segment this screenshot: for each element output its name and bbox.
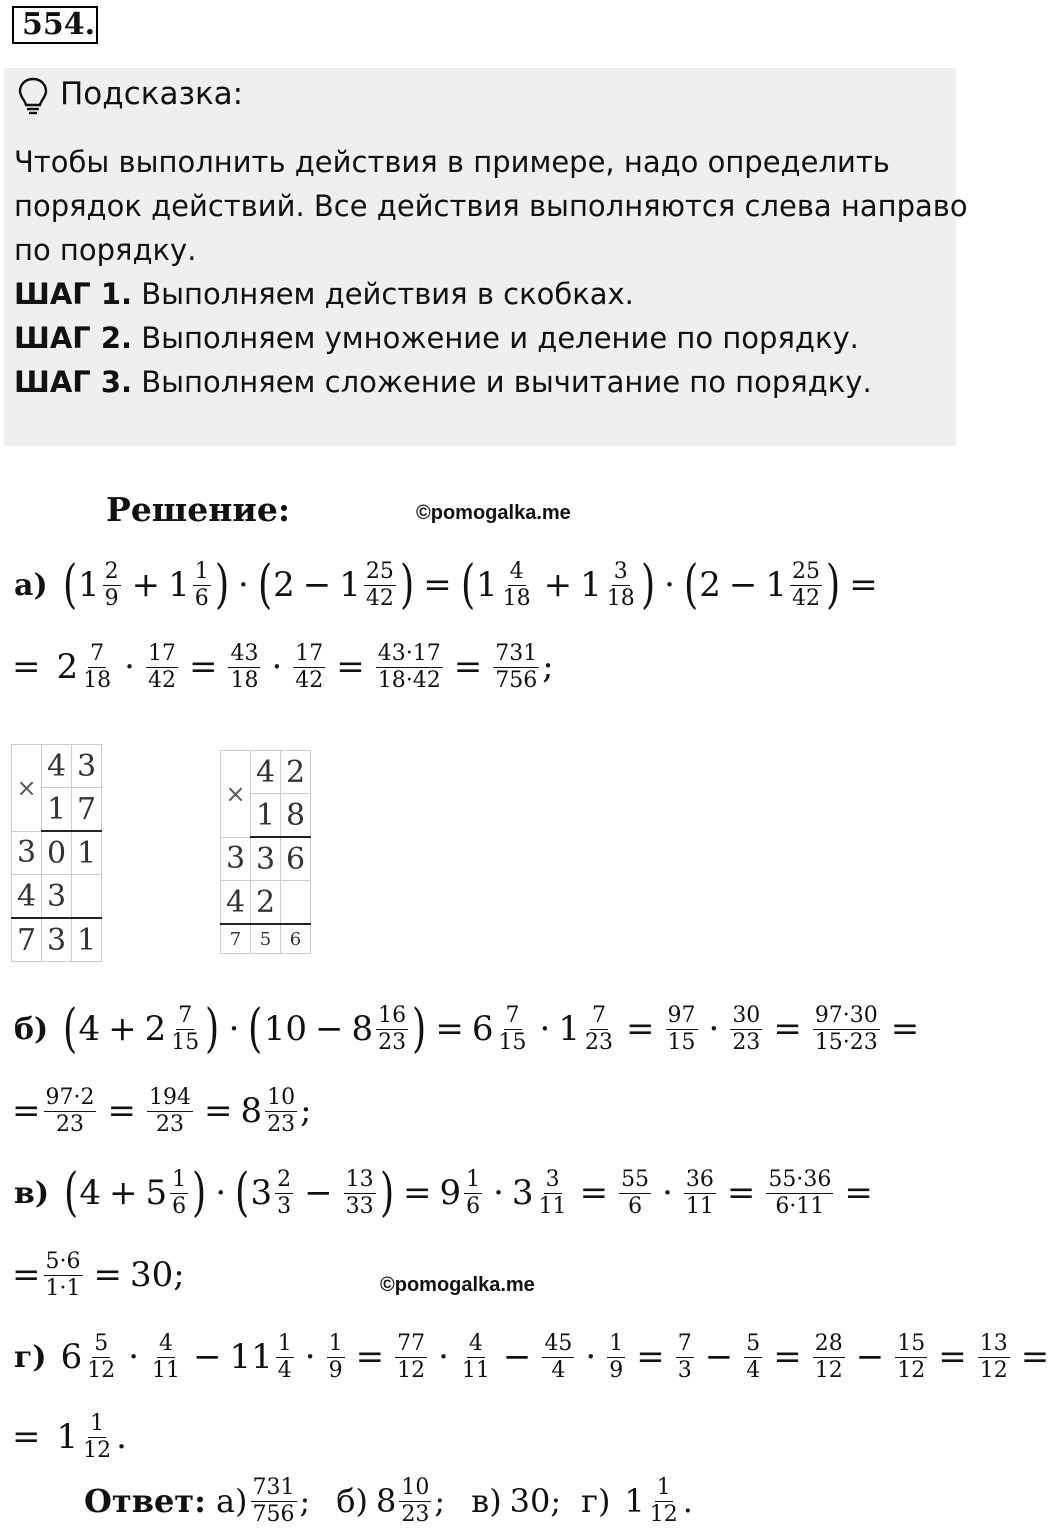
solution-g-line-2: = 1 $\frac{1}{12}$ . bbox=[12, 1411, 127, 1463]
grid-cell: 1 bbox=[42, 788, 72, 832]
watermark-2: ©pomogalka.me bbox=[380, 1274, 535, 1296]
times-sign: × bbox=[221, 751, 251, 838]
answer-g-label: г) bbox=[581, 1482, 611, 1520]
lightbulb-icon bbox=[16, 76, 50, 116]
solution-a-line-1: а) ( 1 $\frac{2}{9}$ + 1 $\frac{1}{6}$ ) · ( 2 − 1 $\frac{25}{42}$ ) = ( 1 $\frac{4}{18}$ + 1 $\frac{3}{18}$ ) · ( 2 − 1 $\frac{25}{42}$ ) = bbox=[14, 555, 878, 615]
grid-cell: 7 bbox=[72, 788, 102, 832]
solution-title: Решение: bbox=[106, 490, 291, 529]
watermark: ©pomogalka.me bbox=[416, 502, 571, 524]
grid-cell bbox=[72, 875, 102, 919]
grid-cell: 1 bbox=[251, 794, 281, 838]
times-sign: × bbox=[12, 745, 42, 832]
grid-cell: 2 bbox=[281, 751, 311, 794]
step-text: Выполняем действия в скобках. bbox=[132, 277, 634, 311]
hint-title: Подсказка: bbox=[60, 76, 244, 112]
grid-cell: 4 bbox=[221, 881, 251, 925]
step-text: Выполняем сложение и вычитание по порядку. bbox=[132, 365, 872, 399]
label-g: г) bbox=[14, 1339, 47, 1375]
hint-step-2 bbox=[14, 316, 859, 360]
step-label: ШАГ 1. bbox=[14, 277, 133, 311]
solution-b-line-1: б) ( 4 + 2 $\frac{7}{15}$ ) · ( 10 − 8 $\frac{16}{23}$ ) = 6 $\frac{7}{15}$ · 1 $\frac{7}{23}$ = $\frac{97}{15}$ · $\frac{30}{23}$ = $\frac{97\cdot 30}{15\cdot 23}$ = bbox=[14, 999, 920, 1059]
grid-cell: 4 bbox=[12, 875, 42, 919]
answer-b-label: б) bbox=[336, 1482, 369, 1520]
step-label: ШАГ 3. bbox=[14, 365, 133, 399]
answer-line: Ответ: а) $\frac{731}{756}$ ; б) 8 $\frac{10}{23}$ ; в) 30; г) 1 $\frac{1}{12}$ . bbox=[84, 1475, 693, 1527]
grid-cell: 3 bbox=[221, 837, 251, 881]
hint-step-3 bbox=[14, 360, 872, 404]
grid-cell: 3 bbox=[42, 918, 72, 962]
answer-v-value: 30; bbox=[509, 1482, 562, 1520]
label-a: а) bbox=[14, 567, 48, 603]
label-b: б) bbox=[14, 1011, 49, 1047]
grid-cell: 4 bbox=[42, 745, 72, 788]
grid-cell: 7 bbox=[12, 918, 42, 962]
hint-line-3: по порядку. bbox=[14, 233, 197, 267]
step-label: ШАГ 2. bbox=[14, 321, 133, 355]
grid-cell bbox=[281, 881, 311, 925]
multiplication-grid-43x17 bbox=[11, 744, 102, 962]
grid-cell: 6 bbox=[281, 837, 311, 881]
grid-cell: 1 bbox=[72, 831, 102, 875]
grid-cell: 2 bbox=[251, 881, 281, 925]
solution-g-line-1: г) 6 $\frac{5}{12}$ · $\frac{4}{11}$ − 11 $\frac{1}{4}$ · $\frac{1}{9}$ = $\frac{77}{12}$ · $\frac{4}{11}$ − $\frac{45}{4}$ · $\frac{1}{9}$ = $\frac{7}{3}$ − $\frac{5}{4}$ = $\frac{28}{12}$ − $\frac{15}{12}$ = $\frac{13}{12}$ = bbox=[14, 1331, 1050, 1383]
grid-cell: 5 bbox=[251, 924, 281, 954]
grid-cell: 3 bbox=[251, 837, 281, 881]
grid-cell: 3 bbox=[12, 831, 42, 875]
solution-v-line-1: в) ( 4 + 5 $\frac{1}{6}$ ) · ( 3 $\frac{2}{3}$ − $\frac{13}{33}$ ) = 9 $\frac{1}{6}$ · 3 $\frac{3}{11}$ = $\frac{55}{6}$ · $\frac{36}{11}$ = $\frac{55\cdot 36}{6\cdot 11}$ = bbox=[14, 1163, 873, 1223]
solution-b-line-2: = $\frac{97\cdot 2}{23}$ = $\frac{194}{23}$ = 8 $\frac{10}{23}$ ; bbox=[12, 1085, 312, 1137]
answer-v-label: в) bbox=[471, 1482, 502, 1520]
hint-line-1: Чтобы выполнить действия в примере, надо определить bbox=[14, 145, 890, 179]
answer-label: Ответ: bbox=[84, 1482, 206, 1520]
grid-cell: 4 bbox=[251, 751, 281, 794]
solution-v-line-2: = $\frac{5\cdot 6}{1\cdot 1}$ = 30; bbox=[12, 1249, 185, 1301]
grid-cell: 3 bbox=[42, 875, 72, 919]
solution-a-line-2: = 2 $\frac{7}{18}$ · $\frac{17}{42}$ = $\frac{43}{18}$ · $\frac{17}{42}$ = $\frac{43\cdot 17}{18\cdot 42}$ = $\frac{731}{756}$ ; bbox=[12, 641, 554, 693]
step-text: Выполняем умножение и деление по порядку. bbox=[132, 321, 859, 355]
problem-number: 554. bbox=[12, 6, 98, 44]
grid-cell: 6 bbox=[281, 924, 311, 954]
grid-cell: 7 bbox=[221, 924, 251, 954]
label-v: в) bbox=[14, 1175, 50, 1211]
hint-step-1 bbox=[14, 272, 634, 316]
grid-cell: 3 bbox=[72, 745, 102, 788]
grid-cell: 1 bbox=[72, 918, 102, 962]
hint-line-2: порядок действий. Все действия выполняются слева направо bbox=[14, 189, 968, 223]
answer-a-label: а) bbox=[215, 1482, 248, 1520]
grid-cell: 8 bbox=[281, 794, 311, 838]
multiplication-grid-42x18 bbox=[220, 750, 311, 954]
grid-cell: 0 bbox=[42, 831, 72, 875]
